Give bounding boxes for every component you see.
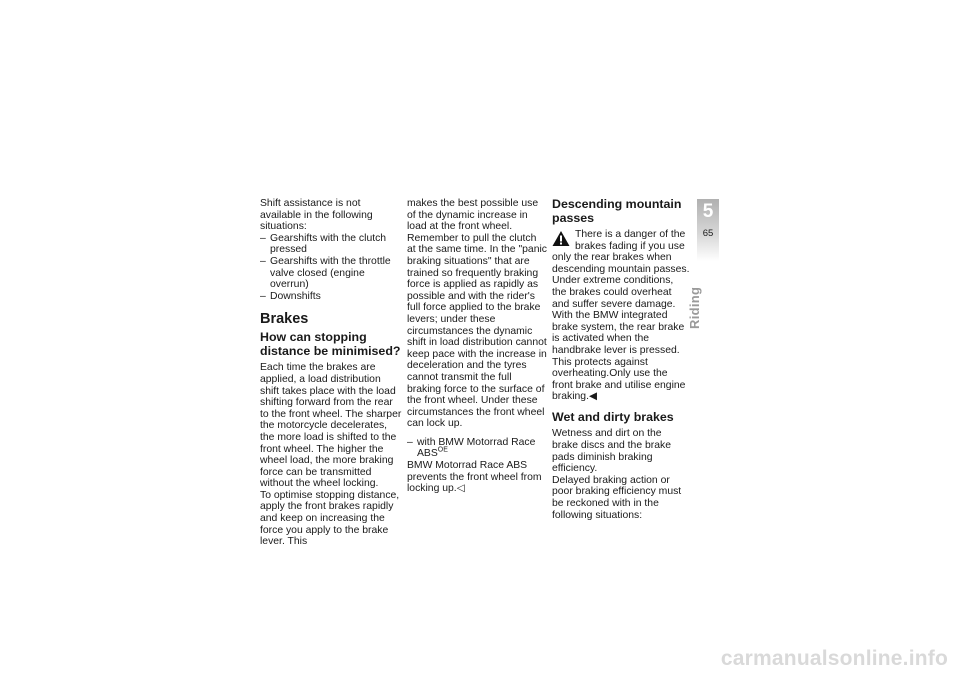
text-column-1 bbox=[260, 198, 402, 548]
list-item: – Downshifts bbox=[260, 291, 402, 303]
end-mark: ◀ bbox=[588, 391, 597, 403]
paragraph: makes the best possible use of the dynamic increase in load at the front wheel. Remember to pull the clutch at the same time. In the "panic braking situations" that are trained so frequently braking force is applied as rapidly as possible and with the rider's full force applied to the brake levers; under these circumstances the dynamic shift in load distribution cannot keep pace with the increase in deceleration and the tyres cannot transmit the full braking force to the surface of the front wheel. Under these circumstances the front wheel can lock up. bbox=[407, 198, 547, 430]
chapter-number: 5 bbox=[702, 201, 714, 222]
paragraph: Each time the brakes are applied, a load distribution shift takes place with the load shifting forward from the rear to the front wheel. The sharper the motorcycle decelerates, the more load is shifted to the front wheel. The higher the wheel load, the more braking force can be transmitted without the wheel locking. bbox=[260, 362, 402, 490]
paragraph bbox=[407, 460, 547, 495]
paragraph bbox=[552, 310, 690, 403]
section-heading-brakes: Brakes bbox=[260, 311, 309, 328]
warning-triangle-icon bbox=[552, 230, 570, 247]
shift-assistance-intro: Shift assistance is not available in the following situations: bbox=[260, 198, 373, 233]
subheading-mountain-passes: Descending mountain passes bbox=[552, 197, 682, 225]
chapter-tab bbox=[697, 199, 719, 261]
option-item bbox=[407, 437, 547, 460]
subheading-wet-dirty-brakes: Wet and dirty brakes bbox=[552, 409, 674, 424]
paragraph: To optimise stopping distance, apply the front brakes rapidly and keep on increasing the force you apply to the brake lever. This bbox=[260, 489, 400, 548]
option-superscript: OE bbox=[437, 447, 448, 454]
option-list bbox=[407, 437, 547, 460]
integrated-brake-text: With the BMW integrated brake system, the rear brake is activated when the handbrake lever is pressed. This protects against overheating.Only use the front brake and utilise engine braking. bbox=[552, 310, 686, 403]
subheading-stopping-distance: How can stopping distance be minimised? bbox=[260, 330, 401, 358]
end-mark: ◁ bbox=[456, 483, 465, 495]
list-item: – Gearshifts with the throttle valve closed (engine overrun) bbox=[260, 256, 402, 291]
warning-text: There is a danger of the brakes fading if you use only the rear brakes when descending mountain passes. Under extreme conditions, the brakes could overheat and suffer severe damage. bbox=[552, 229, 690, 310]
page-number: 65 bbox=[702, 228, 714, 239]
race-abs-text: BMW Motorrad Race ABS prevents the front wheel from locking up. bbox=[407, 460, 542, 495]
option-label: with BMW Motorrad Race ABS bbox=[417, 436, 536, 460]
situations-list bbox=[260, 233, 402, 303]
chapter-title bbox=[687, 286, 702, 329]
paragraph: Delayed braking action or poor braking efficiency must be reckoned with in the following situations: bbox=[552, 474, 682, 521]
watermark: carmanualsonline.info bbox=[720, 647, 948, 670]
paragraph: Wetness and dirt on the brake discs and the brake pads diminish braking efficiency. bbox=[552, 428, 671, 475]
text-column-3 bbox=[552, 198, 690, 521]
warning-block bbox=[552, 229, 690, 310]
chapter-title-text: Riding bbox=[687, 286, 702, 329]
list-item: – Gearshifts with the clutch pressed bbox=[260, 233, 402, 256]
text-column-2 bbox=[407, 198, 547, 495]
